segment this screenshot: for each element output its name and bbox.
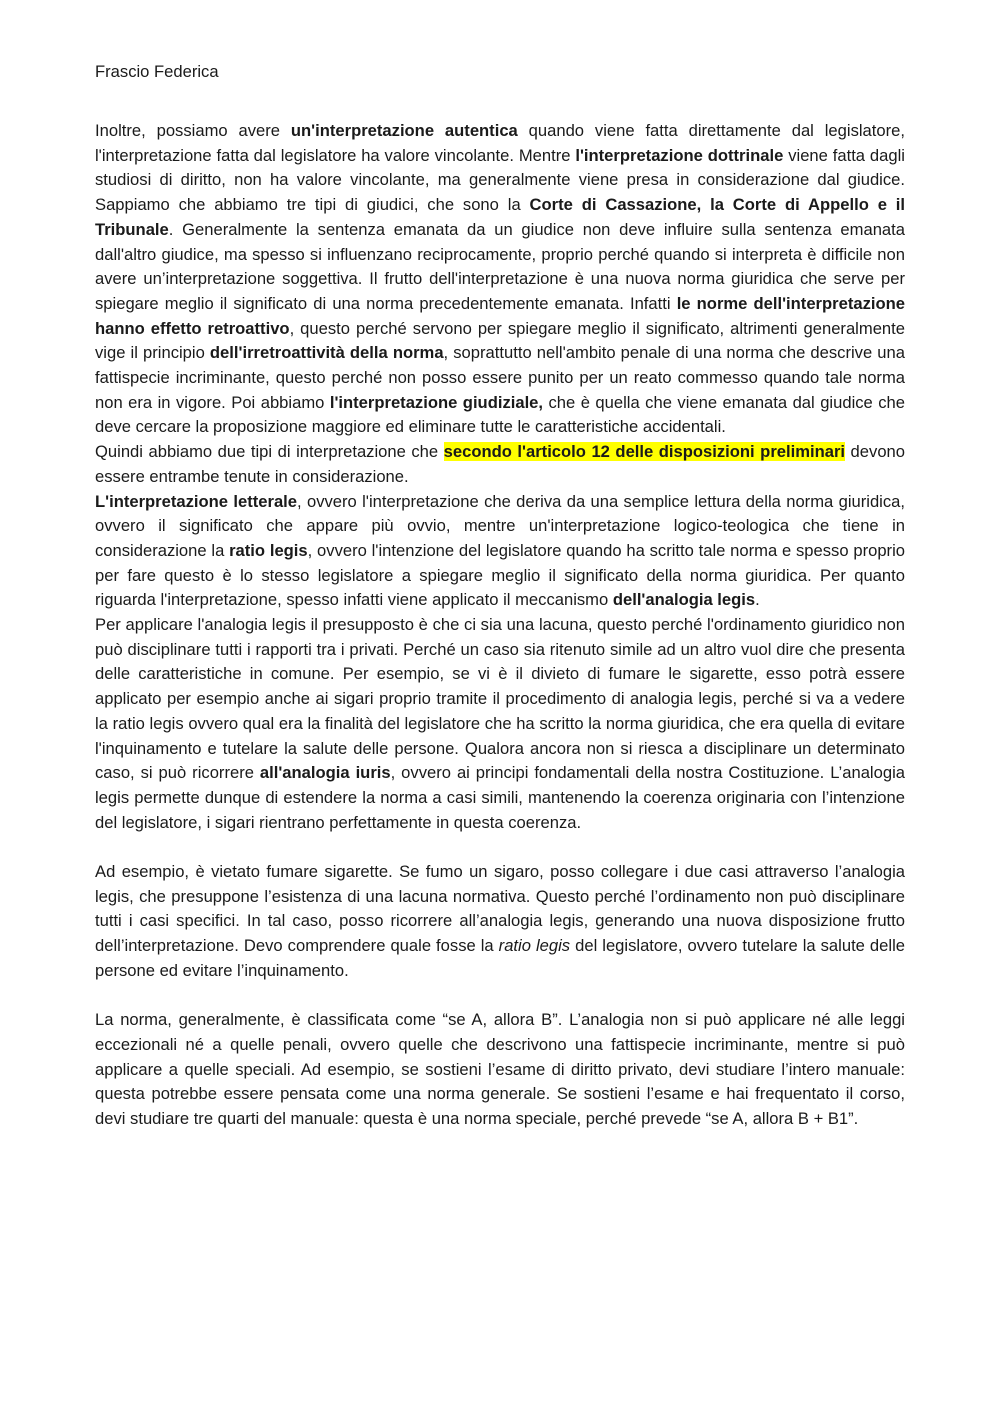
text-run: , questo perché servono per spiegare meglio il significato, altrimenti generalmente vige il principio xyxy=(95,318,905,363)
paragraph-spacer xyxy=(95,984,905,1009)
paragraph xyxy=(95,490,905,614)
italic-text: ratio legis xyxy=(498,936,571,956)
text-run: Quindi abbiamo due tipi di interpretazione che xyxy=(95,442,444,462)
bold-text: l'interpretazione giudiziale, xyxy=(329,392,544,412)
bold-text: all'analogia iuris xyxy=(259,763,391,783)
text-run: viene fatta dagli studiosi di diritto, non ha valore vincolante, ma generalmente viene presa in considerazione dal giudice. Sappiamo che abbiamo tre tipi di giudici, che sono la xyxy=(95,145,905,215)
bold-text: l'interpretazione dottrinale xyxy=(575,145,784,165)
text-run: che è quella che viene emanata dal giudice che deve cercare la proposizione maggiore ed eliminare tutte le caratteristiche accidentali. xyxy=(95,392,906,437)
paragraph xyxy=(95,440,905,489)
text-run: . Generalmente la sentenza emanata da un giudice non deve influire sulla sentenza emanata dall'altro giudice, ma spesso si influenzano reciprocamente, proprio perché quando si interpreta è difficile non avere un’interpretazione soggettiva. Il frutto dell'interpretazione è una nuova norma giuridica che serve per spiegare meglio il significato di una norma precedentemente emanata. Infatti xyxy=(95,219,905,313)
bold-text: ratio legis xyxy=(229,540,308,560)
bold-text: L'interpretazione letterale xyxy=(95,491,298,511)
bold-text: Corte di Cassazione, la Corte di Appello e il Tribunale xyxy=(95,195,905,239)
text-run: , ovvero l'interpretazione che deriva da una semplice lettura della norma giuridica, ovvero il significato che appare più ovvio, mentre un'interpretazione logico-teologica che tiene in considerazione la xyxy=(95,491,905,560)
bold-text: le norme dell'interpretazione hanno effetto retroattivo xyxy=(95,293,905,338)
paragraph xyxy=(95,1008,905,1132)
text-run: , ovvero ai principi fondamentali della nostra Costituzione. L’analogia legis permette dunque di estendere la norma a casi simili, mantenendo la coerenza originaria con l’intenzione del legislatore, i sigari rientrano perfettamente in questa coerenza. xyxy=(95,763,905,832)
document-body xyxy=(95,119,905,1132)
text-run: Per applicare l'analogia legis il presupposto è che ci sia una lacuna, questo perché l'ordinamento giuridico non può disciplinare tutti i rapporti tra i privati. Perché un caso sia ritenuto simile ad un altro vuol dire che presenta delle caratteristiche in comune. Per esempio, se vi è il divieto di fumare le sigarette, esso potrà essere applicato per esempio anche ai sigari proprio tramite il procedimento di analogia legis, perché si va a vedere la ratio legis ovvero qual era la finalità del legislatore che ha scritto la norma giuridica, che era quella di evitare l'inquinamento e tutelare la salute delle persone. Qualora ancora non si riesca a disciplinare un determinato caso, si può ricorrere xyxy=(95,615,905,783)
text-run: La norma, generalmente, è classificata come “se A, allora B”. L’analogia non si può applicare né alle leggi eccezionali né a quelle penali, ovvero quelle che descrivono una fattispecie incriminante, mentre si può applicare a quelle speciali. Ad esempio, se sostieni l’esame di diritto privato, devi studiare l’intero manuale: questa potrebbe essere pensata come una norma generale. Se sostieni l’esame e hai frequentato il corso, devi studiare tre quarti del manuale: questa è una norma speciale, perché prevede “se A, allora B + B1”. xyxy=(95,1010,905,1129)
highlighted-bold-text: secondo l'articolo 12 delle disposizioni preliminari xyxy=(443,442,846,462)
text-run: , ovvero l'intenzione del legislatore quando ha scritto tale norma e spesso proprio per fare questo è lo stesso legislatore a spiegare meglio il significato della norma giuridica. Per quanto riguarda l'interpretazione, spesso infatti viene applicato il meccanismo xyxy=(95,540,906,610)
bold-text: dell'analogia legis xyxy=(612,590,756,610)
paragraph xyxy=(95,613,905,835)
bold-text: dell'irretroattività della norma xyxy=(209,343,444,363)
paragraph-spacer xyxy=(95,835,905,860)
text-run: del legislatore, ovvero tutelare la salute delle persone ed evitare l’inquinamento. xyxy=(95,936,905,980)
text-run: Ad esempio, è vietato fumare sigarette. Se fumo un sigaro, posso collegare i due casi attraverso l’analogia legis, che presuppone l’esistenza di una lacuna normativa. Questo perché l’ordinamento non può disciplinare tutti i casi specifici. In tal caso, posso ricorrere all’analogia legis, generando una nuova disposizione frutto dell’interpretazione. Devo comprendere quale fosse la xyxy=(95,862,905,956)
author-name: Frascio Federica xyxy=(95,62,219,81)
text-run: devono essere entrambe tenute in considerazione. xyxy=(95,442,906,486)
bold-text: un'interpretazione autentica xyxy=(290,121,518,140)
paragraph xyxy=(95,860,905,984)
text-run: Inoltre, possiamo avere xyxy=(95,121,291,140)
text-run: . xyxy=(755,590,760,610)
text-run: quando viene fatta direttamente dal legislatore, l'interpretazione fatta dal legislatore ha valore vincolante. Mentre xyxy=(95,121,905,165)
text-run: , soprattutto nell'ambito penale di una norma che descrive una fattispecie incriminante, questo perché non posso essere punito per un reato commesso quando tale norma non era in vigore. Poi abbiamo xyxy=(95,343,905,412)
paragraph xyxy=(95,119,905,440)
